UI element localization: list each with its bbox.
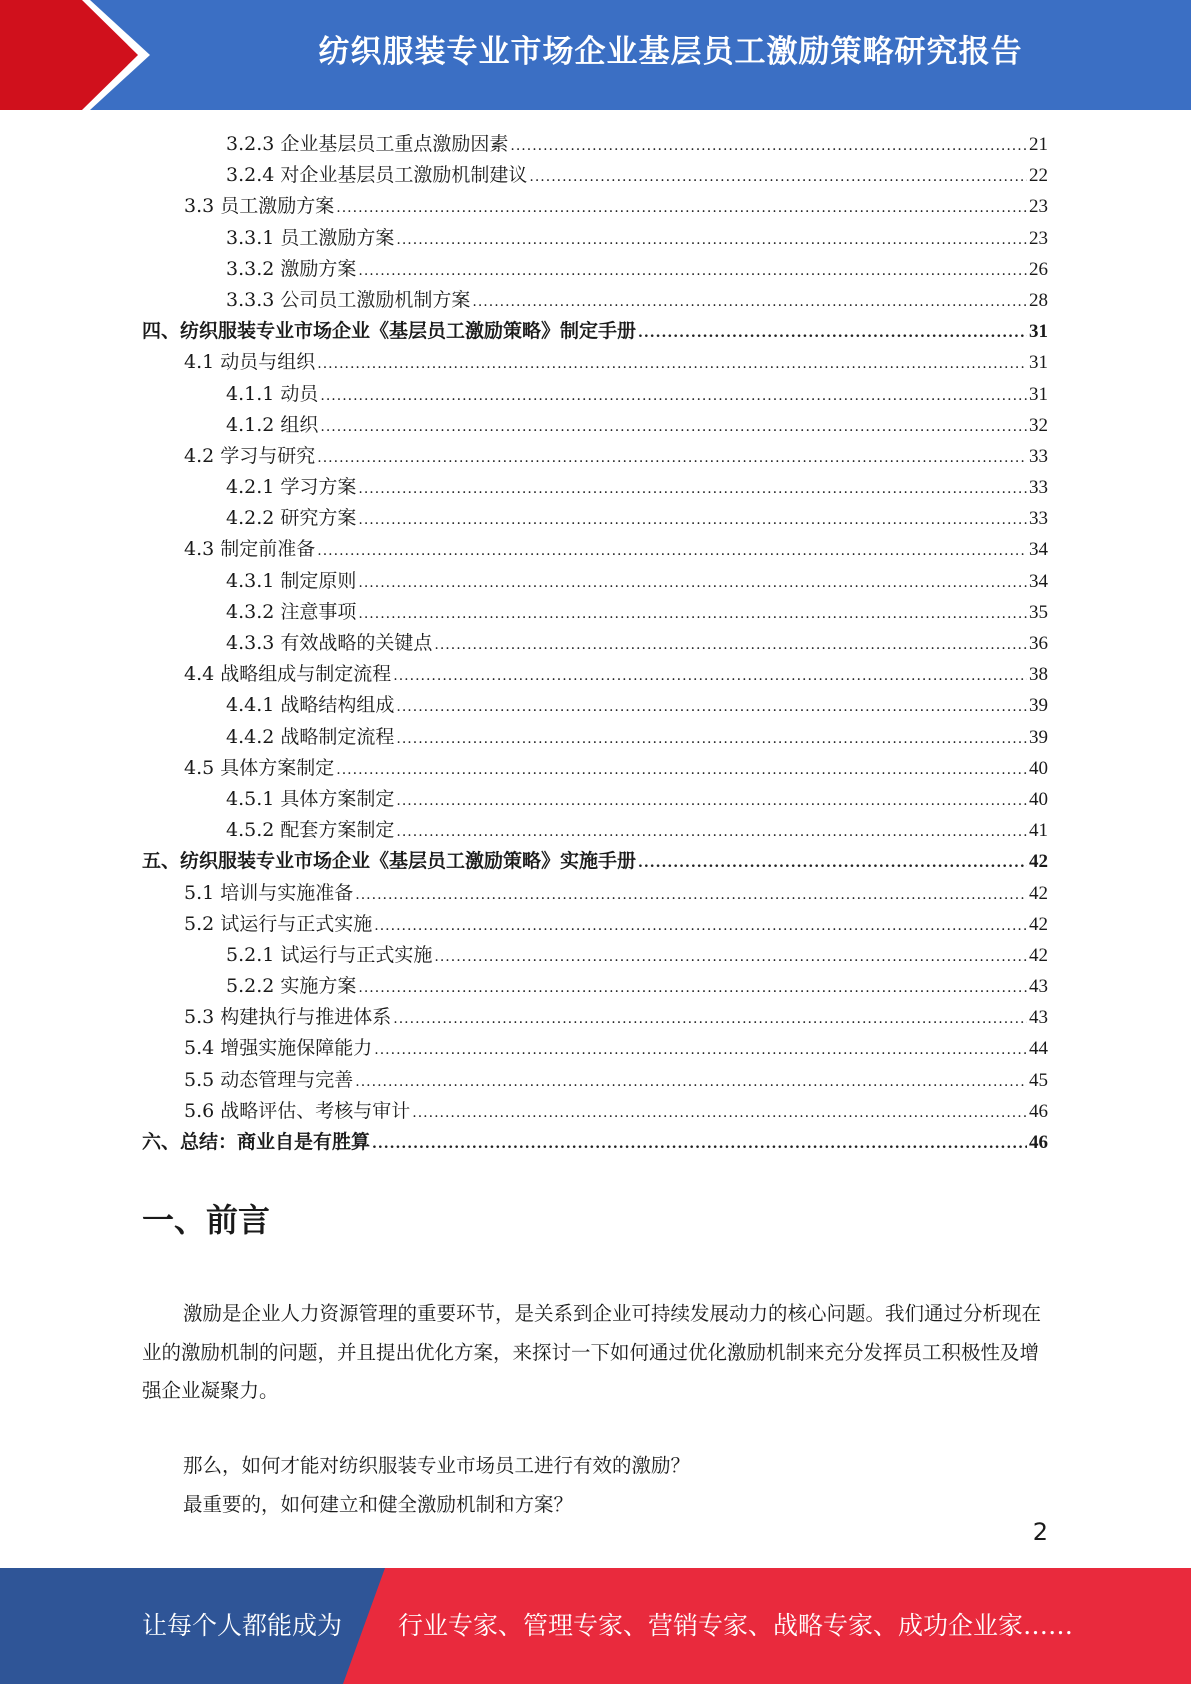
toc-entry-label: 3.2.3 企业基层员工重点激励因素 <box>226 133 509 155</box>
toc-entry[interactable] <box>142 753 1048 784</box>
toc-entry-label: 5.4 增强实施保障能力 <box>184 1037 373 1060</box>
toc-dot-leader <box>529 169 1027 185</box>
toc-entry-label: 4.5 具体方案制定 <box>184 756 335 779</box>
toc-entry[interactable] <box>142 379 1048 410</box>
toc-entry-label: 5.2 试运行与正式实施 <box>184 912 373 935</box>
toc-entry-page: 42 <box>1029 913 1048 935</box>
toc-entry[interactable] <box>142 1127 1048 1158</box>
footer-slogan-left: 让每个人都能成为 <box>142 1611 343 1640</box>
toc-entry[interactable] <box>142 472 1048 503</box>
toc-entry[interactable] <box>142 628 1048 659</box>
toc-entry-label: 4.2.1 学习方案 <box>226 476 357 499</box>
toc-entry[interactable] <box>142 659 1048 690</box>
toc-entry-label: 4.4.1 战略结构组成 <box>226 694 395 717</box>
question-paragraph: 那么，如何才能对纺织服装专业市场员工进行有效的激励？ <box>183 1454 691 1477</box>
toc-entry[interactable] <box>142 347 1048 378</box>
toc-entry[interactable] <box>142 160 1048 191</box>
toc-dot-leader <box>336 762 1027 778</box>
toc-dot-leader <box>372 1136 1027 1152</box>
toc-entry-page: 23 <box>1029 196 1048 218</box>
toc-entry-page: 36 <box>1029 633 1048 654</box>
toc-entry-label: 4.3.3 有效战略的关键点 <box>226 632 433 654</box>
toc-dot-leader <box>317 543 1027 559</box>
toc-entry-label: 四、纺织服装专业市场企业《基层员工激励策略》制定手册 <box>142 320 637 343</box>
toc-entry[interactable] <box>142 534 1048 565</box>
table-of-contents <box>142 129 1048 1158</box>
toc-dot-leader <box>355 1074 1027 1090</box>
toc-dot-leader <box>434 637 1027 653</box>
toc-entry[interactable] <box>142 940 1048 971</box>
toc-dot-leader <box>434 949 1027 965</box>
toc-entry-page: 42 <box>1029 882 1048 904</box>
toc-entry-page: 33 <box>1029 508 1048 530</box>
toc-entry-page: 31 <box>1029 352 1048 374</box>
toc-entry[interactable] <box>142 1002 1048 1033</box>
toc-entry-label: 3.3.3 公司员工激励机制方案 <box>226 288 471 311</box>
toc-entry-page: 26 <box>1029 258 1048 280</box>
toc-entry[interactable] <box>142 191 1048 222</box>
toc-dot-leader <box>412 1105 1027 1121</box>
toc-entry-label: 3.3 员工激励方案 <box>184 195 335 218</box>
toc-dot-leader <box>355 887 1027 903</box>
toc-entry-label: 3.3.2 激励方案 <box>226 257 357 280</box>
toc-dot-leader <box>396 824 1027 840</box>
toc-entry-page: 32 <box>1029 414 1048 436</box>
toc-entry-page: 40 <box>1029 757 1048 779</box>
toc-dot-leader <box>320 419 1027 435</box>
toc-dot-leader <box>638 325 1027 341</box>
toc-entry-page: 39 <box>1029 695 1048 717</box>
toc-entry-page: 40 <box>1029 788 1048 810</box>
toc-entry-page: 34 <box>1029 570 1048 592</box>
toc-dot-leader <box>472 294 1027 310</box>
toc-entry-page: 34 <box>1029 539 1048 561</box>
toc-entry[interactable] <box>142 129 1048 160</box>
toc-entry-label: 4.2.2 研究方案 <box>226 507 357 530</box>
toc-entry-page: 31 <box>1029 383 1048 405</box>
toc-entry[interactable] <box>142 1096 1048 1127</box>
toc-dot-leader <box>317 356 1027 372</box>
toc-entry[interactable] <box>142 690 1048 721</box>
toc-entry-page: 46 <box>1029 1100 1048 1122</box>
toc-entry-label: 4.5.1 具体方案制定 <box>226 787 395 810</box>
toc-entry-label: 4.5.2 配套方案制定 <box>226 819 395 842</box>
toc-dot-leader <box>396 232 1027 248</box>
toc-entry-page: 28 <box>1029 289 1048 311</box>
toc-entry-label: 5.5 动态管理与完善 <box>184 1068 354 1091</box>
page-header <box>0 0 1191 110</box>
toc-entry-label: 4.1.2 组织 <box>226 413 319 436</box>
page-number: 2 <box>1032 1518 1048 1546</box>
header-red-arrow-decoration <box>0 0 150 110</box>
toc-entry[interactable] <box>142 597 1048 628</box>
toc-dot-leader <box>374 918 1027 934</box>
toc-entry-label: 4.1.1 动员 <box>226 382 319 405</box>
toc-entry-page: 42 <box>1029 851 1048 873</box>
toc-entry-page: 31 <box>1029 321 1048 343</box>
toc-entry-page: 44 <box>1029 1038 1048 1060</box>
toc-entry[interactable] <box>142 784 1048 815</box>
toc-entry-page: 38 <box>1029 664 1048 686</box>
toc-dot-leader <box>393 668 1027 684</box>
toc-dot-leader <box>358 980 1027 996</box>
toc-entry-label: 5.1 培训与实施准备 <box>184 881 354 904</box>
section-heading: 一、前言 <box>142 1201 271 1239</box>
footer-slogan-right: 行业专家、管理专家、营销专家、战略专家、成功企业家…… <box>398 1611 1074 1640</box>
toc-entry[interactable] <box>142 503 1048 534</box>
toc-entry-label: 3.3.1 员工激励方案 <box>226 226 395 249</box>
toc-entry-label: 4.2 学习与研究 <box>184 444 316 467</box>
toc-dot-leader <box>510 138 1027 154</box>
toc-entry[interactable] <box>142 722 1048 753</box>
toc-entry[interactable] <box>142 316 1048 347</box>
toc-dot-leader <box>638 855 1027 871</box>
toc-entry-page: 39 <box>1029 726 1048 748</box>
toc-dot-leader <box>374 1042 1027 1058</box>
toc-dot-leader <box>320 388 1027 404</box>
toc-entry[interactable] <box>142 410 1048 441</box>
question-paragraph: 最重要的，如何建立和健全激励机制和方案？ <box>183 1493 574 1516</box>
toc-entry-label: 六、总结：商业自是有胜算 <box>142 1131 371 1153</box>
document-title: 纺织服装专业市场企业基层员工激励策略研究报告 <box>318 34 1023 70</box>
toc-entry[interactable] <box>142 441 1048 472</box>
toc-entry-label: 3.2.4 对企业基层员工激励机制建议 <box>226 164 528 187</box>
page-footer <box>0 1568 1191 1684</box>
toc-entry-label: 五、纺织服装专业市场企业《基层员工激励策略》实施手册 <box>142 850 637 873</box>
toc-entry-page: 42 <box>1029 944 1048 966</box>
toc-entry[interactable] <box>142 1065 1048 1096</box>
toc-entry-page: 46 <box>1029 1132 1048 1153</box>
toc-entry-label: 4.4 战略组成与制定流程 <box>184 663 392 686</box>
toc-entry-page: 43 <box>1029 1007 1048 1029</box>
toc-entry-page: 35 <box>1029 601 1048 623</box>
intro-paragraph: 激励是企业人力资源管理的重要环节，是关系到企业可持续发展动力的核心问题。我们通过分析现在业的激励机制的问题，并且提出优化方案，来探讨一下如何通过优化激励机制来充分发挥员工积极性及增强企业凝聚力。 <box>142 1302 1042 1402</box>
toc-dot-leader <box>358 263 1027 279</box>
toc-entry[interactable] <box>142 223 1048 254</box>
toc-entry-page: 33 <box>1029 445 1048 467</box>
toc-entry-page: 41 <box>1029 820 1048 842</box>
toc-dot-leader <box>336 200 1027 216</box>
toc-entry-label: 4.3.2 注意事项 <box>226 600 357 623</box>
toc-entry[interactable] <box>142 254 1048 285</box>
toc-dot-leader <box>358 512 1027 528</box>
toc-entry[interactable] <box>142 846 1048 877</box>
toc-dot-leader <box>358 575 1027 591</box>
toc-entry-label: 4.1 动员与组织 <box>184 351 316 374</box>
toc-entry[interactable] <box>142 971 1048 1002</box>
toc-entry-label: 5.2.1 试运行与正式实施 <box>226 943 433 966</box>
toc-entry-page: 45 <box>1029 1069 1048 1091</box>
toc-entry[interactable] <box>142 566 1048 597</box>
toc-dot-leader <box>317 450 1027 466</box>
toc-entry[interactable] <box>142 909 1048 940</box>
toc-entry-page: 33 <box>1029 477 1048 499</box>
toc-entry-label: 4.3.1 制定原则 <box>226 569 357 592</box>
toc-entry-page: 23 <box>1029 227 1048 249</box>
toc-entry-label: 4.3 制定前准备 <box>184 538 316 561</box>
toc-dot-leader <box>396 793 1027 809</box>
toc-dot-leader <box>396 699 1027 715</box>
toc-entry-page: 21 <box>1029 134 1048 155</box>
toc-dot-leader <box>393 1011 1027 1027</box>
toc-entry[interactable] <box>142 878 1048 909</box>
toc-dot-leader <box>358 481 1027 497</box>
toc-entry-label: 5.2.2 实施方案 <box>226 975 357 998</box>
toc-entry-label: 5.3 构建执行与推进体系 <box>184 1006 392 1029</box>
toc-entry-page: 22 <box>1029 165 1048 187</box>
toc-entry[interactable] <box>142 815 1048 846</box>
toc-entry[interactable] <box>142 285 1048 316</box>
toc-entry-label: 4.4.2 战略制定流程 <box>226 725 395 748</box>
toc-entry-page: 43 <box>1029 976 1048 998</box>
toc-dot-leader <box>358 606 1027 622</box>
toc-entry-label: 5.6 战略评估、考核与审计 <box>184 1099 411 1122</box>
toc-entry[interactable] <box>142 1033 1048 1064</box>
toc-dot-leader <box>396 731 1027 747</box>
